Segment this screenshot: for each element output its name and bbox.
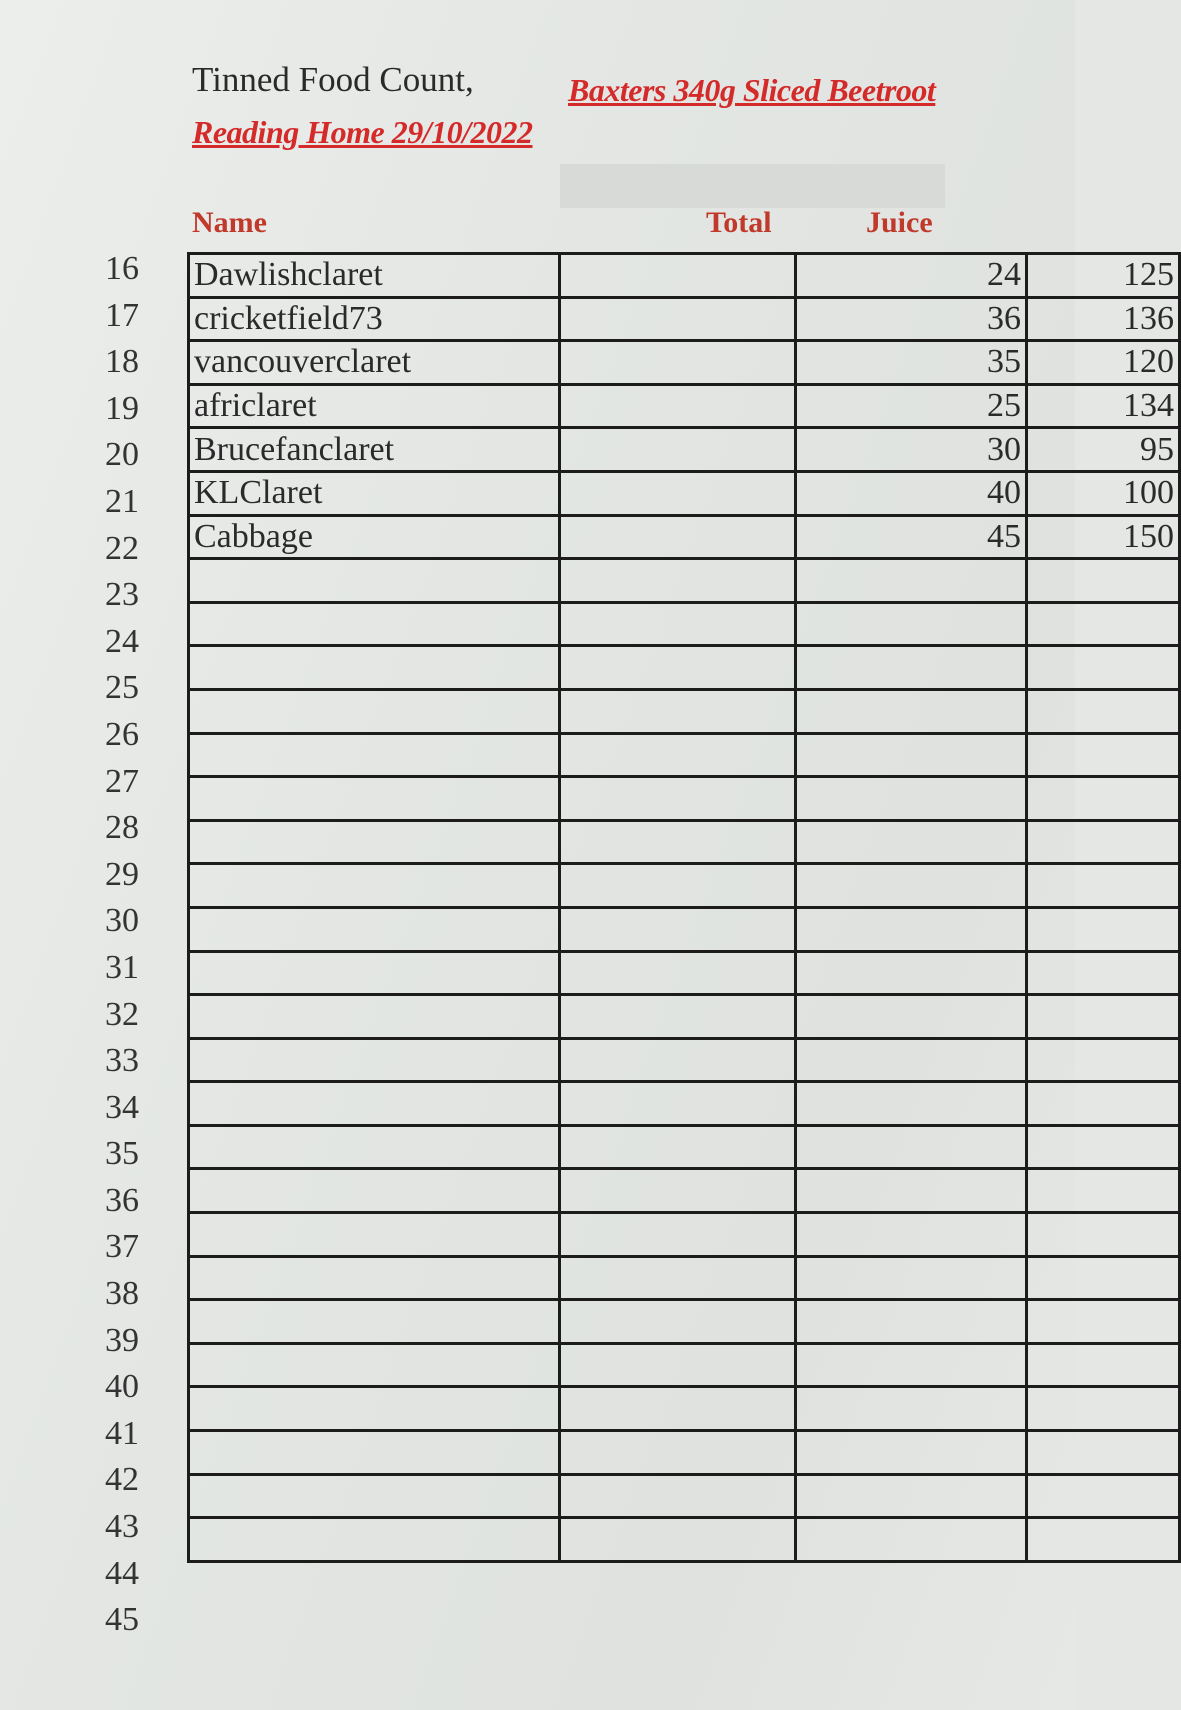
table-row bbox=[189, 646, 1180, 690]
juice-cell[interactable] bbox=[1027, 1169, 1180, 1213]
total-cell[interactable]: 24 bbox=[796, 254, 1027, 298]
total-cell[interactable]: 35 bbox=[796, 341, 1027, 385]
juice-cell[interactable] bbox=[1027, 1518, 1180, 1562]
juice-cell[interactable] bbox=[1027, 602, 1180, 646]
name-cell[interactable] bbox=[189, 689, 560, 733]
row-number: 24 bbox=[105, 622, 139, 660]
table-row bbox=[189, 864, 1180, 908]
juice-cell[interactable] bbox=[1027, 777, 1180, 821]
name-cell[interactable] bbox=[189, 995, 560, 1039]
table-row bbox=[189, 1431, 1180, 1475]
juice-cell[interactable] bbox=[1027, 1474, 1180, 1518]
row-number: 18 bbox=[105, 343, 139, 381]
name-cell[interactable]: KLClaret bbox=[189, 471, 560, 515]
row-number: 28 bbox=[105, 809, 139, 847]
blank-cell[interactable] bbox=[560, 995, 796, 1039]
table-row bbox=[189, 733, 1180, 777]
name-cell[interactable] bbox=[189, 1038, 560, 1082]
name-cell[interactable] bbox=[189, 646, 560, 690]
juice-cell[interactable] bbox=[1027, 1125, 1180, 1169]
row-number: 29 bbox=[105, 855, 139, 893]
juice-cell[interactable]: 120 bbox=[1027, 341, 1180, 385]
juice-cell[interactable] bbox=[1027, 1213, 1180, 1257]
blank-cell[interactable] bbox=[560, 1300, 796, 1344]
table-row bbox=[189, 907, 1180, 951]
row-number: 45 bbox=[105, 1601, 139, 1639]
table-row bbox=[189, 1038, 1180, 1082]
blank-cell[interactable] bbox=[560, 1474, 796, 1518]
juice-cell[interactable] bbox=[1027, 1038, 1180, 1082]
name-cell[interactable] bbox=[189, 864, 560, 908]
blank-cell[interactable] bbox=[560, 864, 796, 908]
row-number: 17 bbox=[105, 296, 139, 334]
total-cell[interactable]: 45 bbox=[796, 515, 1027, 559]
blank-cell[interactable] bbox=[560, 733, 796, 777]
table-row bbox=[189, 1343, 1180, 1387]
table-row bbox=[189, 428, 1180, 472]
name-cell[interactable] bbox=[189, 907, 560, 951]
blank-cell[interactable] bbox=[560, 602, 796, 646]
name-cell[interactable] bbox=[189, 602, 560, 646]
document-title: Tinned Food Count, bbox=[192, 60, 474, 99]
blank-cell[interactable] bbox=[560, 515, 796, 559]
juice-cell[interactable] bbox=[1027, 820, 1180, 864]
blank-cell[interactable] bbox=[560, 1256, 796, 1300]
row-number: 34 bbox=[105, 1088, 139, 1126]
total-cell[interactable] bbox=[796, 1343, 1027, 1387]
name-cell[interactable] bbox=[189, 559, 560, 603]
name-cell[interactable] bbox=[189, 777, 560, 821]
total-cell[interactable] bbox=[796, 864, 1027, 908]
row-number-gutter bbox=[96, 246, 148, 1644]
juice-cell[interactable] bbox=[1027, 646, 1180, 690]
name-cell[interactable] bbox=[189, 1474, 560, 1518]
row-number: 21 bbox=[105, 482, 139, 520]
total-cell[interactable] bbox=[796, 1300, 1027, 1344]
name-cell[interactable] bbox=[189, 1256, 560, 1300]
name-cell[interactable] bbox=[189, 1518, 560, 1562]
location-date: Reading Home 29/10/2022 bbox=[192, 114, 533, 150]
name-cell[interactable]: vancouverclaret bbox=[189, 341, 560, 385]
blank-cell[interactable] bbox=[560, 341, 796, 385]
row-number: 23 bbox=[105, 576, 139, 614]
juice-cell[interactable] bbox=[1027, 864, 1180, 908]
name-cell[interactable] bbox=[189, 1082, 560, 1126]
name-cell[interactable] bbox=[189, 1125, 560, 1169]
total-cell[interactable] bbox=[796, 689, 1027, 733]
name-cell[interactable] bbox=[189, 1300, 560, 1344]
total-cell[interactable] bbox=[796, 820, 1027, 864]
blank-cell[interactable] bbox=[560, 777, 796, 821]
juice-cell[interactable] bbox=[1027, 733, 1180, 777]
juice-cell[interactable]: 100 bbox=[1027, 471, 1180, 515]
total-cell[interactable] bbox=[796, 733, 1027, 777]
row-number: 39 bbox=[105, 1321, 139, 1359]
row-number: 38 bbox=[105, 1275, 139, 1313]
total-cell[interactable] bbox=[796, 1518, 1027, 1562]
blank-cell[interactable] bbox=[560, 820, 796, 864]
row-number: 37 bbox=[105, 1228, 139, 1266]
row-number: 41 bbox=[105, 1414, 139, 1452]
name-cell[interactable] bbox=[189, 1387, 560, 1431]
table-row bbox=[189, 689, 1180, 733]
total-cell[interactable] bbox=[796, 602, 1027, 646]
total-cell[interactable] bbox=[796, 1474, 1027, 1518]
table-row bbox=[189, 297, 1180, 341]
total-cell[interactable] bbox=[796, 1256, 1027, 1300]
row-number: 19 bbox=[105, 389, 139, 427]
total-cell[interactable] bbox=[796, 1169, 1027, 1213]
table-row bbox=[189, 384, 1180, 428]
total-cell[interactable]: 40 bbox=[796, 471, 1027, 515]
blank-cell[interactable] bbox=[560, 471, 796, 515]
name-cell[interactable] bbox=[189, 1213, 560, 1257]
juice-cell[interactable] bbox=[1027, 951, 1180, 995]
product-name: Baxters 340g Sliced Beetroot bbox=[568, 72, 936, 108]
juice-cell[interactable] bbox=[1027, 1343, 1180, 1387]
row-number: 25 bbox=[105, 669, 139, 707]
blank-cell[interactable] bbox=[560, 1213, 796, 1257]
blank-cell[interactable] bbox=[560, 1038, 796, 1082]
name-cell[interactable] bbox=[189, 1169, 560, 1213]
juice-cell[interactable] bbox=[1027, 1256, 1180, 1300]
table-row bbox=[189, 1518, 1180, 1562]
column-header-total: Total bbox=[706, 206, 772, 239]
juice-cell[interactable] bbox=[1027, 907, 1180, 951]
row-number: 31 bbox=[105, 948, 139, 986]
blank-cell[interactable] bbox=[560, 297, 796, 341]
name-cell[interactable] bbox=[189, 951, 560, 995]
total-cell[interactable] bbox=[796, 1387, 1027, 1431]
name-cell[interactable]: cricketfield73 bbox=[189, 297, 560, 341]
blank-cell[interactable] bbox=[560, 689, 796, 733]
count-table bbox=[187, 252, 1181, 1563]
table-row bbox=[189, 820, 1180, 864]
juice-cell[interactable] bbox=[1027, 1431, 1180, 1475]
blank-cell[interactable] bbox=[560, 254, 796, 298]
total-cell[interactable] bbox=[796, 995, 1027, 1039]
table-row bbox=[189, 1256, 1180, 1300]
juice-cell[interactable]: 134 bbox=[1027, 384, 1180, 428]
juice-cell[interactable] bbox=[1027, 559, 1180, 603]
table-row bbox=[189, 341, 1180, 385]
row-number: 36 bbox=[105, 1181, 139, 1219]
table-row bbox=[189, 1387, 1180, 1431]
blank-cell[interactable] bbox=[560, 951, 796, 995]
blank-cell[interactable] bbox=[560, 1518, 796, 1562]
name-cell[interactable] bbox=[189, 820, 560, 864]
name-cell[interactable]: africlaret bbox=[189, 384, 560, 428]
blank-cell[interactable] bbox=[560, 1431, 796, 1475]
table-row bbox=[189, 254, 1180, 298]
row-number: 43 bbox=[105, 1508, 139, 1546]
table-row bbox=[189, 1474, 1180, 1518]
name-cell[interactable] bbox=[189, 1431, 560, 1475]
blank-cell[interactable] bbox=[560, 559, 796, 603]
table-row bbox=[189, 1082, 1180, 1126]
total-cell[interactable] bbox=[796, 1213, 1027, 1257]
table-row bbox=[189, 471, 1180, 515]
juice-cell[interactable]: 150 bbox=[1027, 515, 1180, 559]
row-number: 32 bbox=[105, 995, 139, 1033]
blank-cell[interactable] bbox=[560, 646, 796, 690]
total-cell[interactable] bbox=[796, 646, 1027, 690]
juice-cell[interactable] bbox=[1027, 995, 1180, 1039]
blank-cell[interactable] bbox=[560, 1169, 796, 1213]
blank-cell[interactable] bbox=[560, 1082, 796, 1126]
juice-cell[interactable]: 125 bbox=[1027, 254, 1180, 298]
blank-cell[interactable] bbox=[560, 1387, 796, 1431]
juice-cell[interactable] bbox=[1027, 1082, 1180, 1126]
row-number: 33 bbox=[105, 1042, 139, 1080]
table-row bbox=[189, 515, 1180, 559]
juice-cell[interactable]: 95 bbox=[1027, 428, 1180, 472]
total-cell[interactable] bbox=[796, 1082, 1027, 1126]
total-cell[interactable] bbox=[796, 1038, 1027, 1082]
table-row bbox=[189, 777, 1180, 821]
row-number: 27 bbox=[105, 762, 139, 800]
row-number: 16 bbox=[105, 250, 139, 287]
row-number: 20 bbox=[105, 436, 139, 474]
total-cell[interactable] bbox=[796, 1125, 1027, 1169]
blank-cell[interactable] bbox=[560, 428, 796, 472]
table-row bbox=[189, 1169, 1180, 1213]
total-cell[interactable] bbox=[796, 559, 1027, 603]
blank-cell[interactable] bbox=[560, 1125, 796, 1169]
name-cell[interactable]: Dawlishclaret bbox=[189, 254, 560, 298]
juice-cell[interactable] bbox=[1027, 1300, 1180, 1344]
row-number: 44 bbox=[105, 1554, 139, 1592]
header-shaded-band bbox=[560, 164, 945, 208]
name-cell[interactable] bbox=[189, 733, 560, 777]
name-cell[interactable]: Brucefanclaret bbox=[189, 428, 560, 472]
juice-cell[interactable] bbox=[1027, 689, 1180, 733]
juice-cell[interactable]: 136 bbox=[1027, 297, 1180, 341]
row-number: 42 bbox=[105, 1461, 139, 1499]
table-row bbox=[189, 602, 1180, 646]
name-cell[interactable] bbox=[189, 1343, 560, 1387]
column-header-juice: Juice bbox=[866, 206, 933, 239]
table-row bbox=[189, 951, 1180, 995]
table-row bbox=[189, 1125, 1180, 1169]
blank-cell[interactable] bbox=[560, 384, 796, 428]
blank-cell[interactable] bbox=[560, 1343, 796, 1387]
total-cell[interactable]: 36 bbox=[796, 297, 1027, 341]
table-row bbox=[189, 1300, 1180, 1344]
name-cell[interactable]: Cabbage bbox=[189, 515, 560, 559]
row-number: 22 bbox=[105, 529, 139, 567]
table-row bbox=[189, 1213, 1180, 1257]
column-header-name: Name bbox=[192, 206, 267, 239]
total-cell[interactable] bbox=[796, 1431, 1027, 1475]
juice-cell[interactable] bbox=[1027, 1387, 1180, 1431]
total-cell[interactable]: 25 bbox=[796, 384, 1027, 428]
table-row bbox=[189, 559, 1180, 603]
table-row bbox=[189, 995, 1180, 1039]
row-number: 30 bbox=[105, 902, 139, 940]
blank-cell[interactable] bbox=[560, 907, 796, 951]
total-cell[interactable] bbox=[796, 777, 1027, 821]
total-cell[interactable] bbox=[796, 951, 1027, 995]
row-number: 26 bbox=[105, 715, 139, 753]
total-cell[interactable] bbox=[796, 907, 1027, 951]
row-number: 35 bbox=[105, 1135, 139, 1173]
row-number: 40 bbox=[105, 1368, 139, 1406]
total-cell[interactable]: 30 bbox=[796, 428, 1027, 472]
